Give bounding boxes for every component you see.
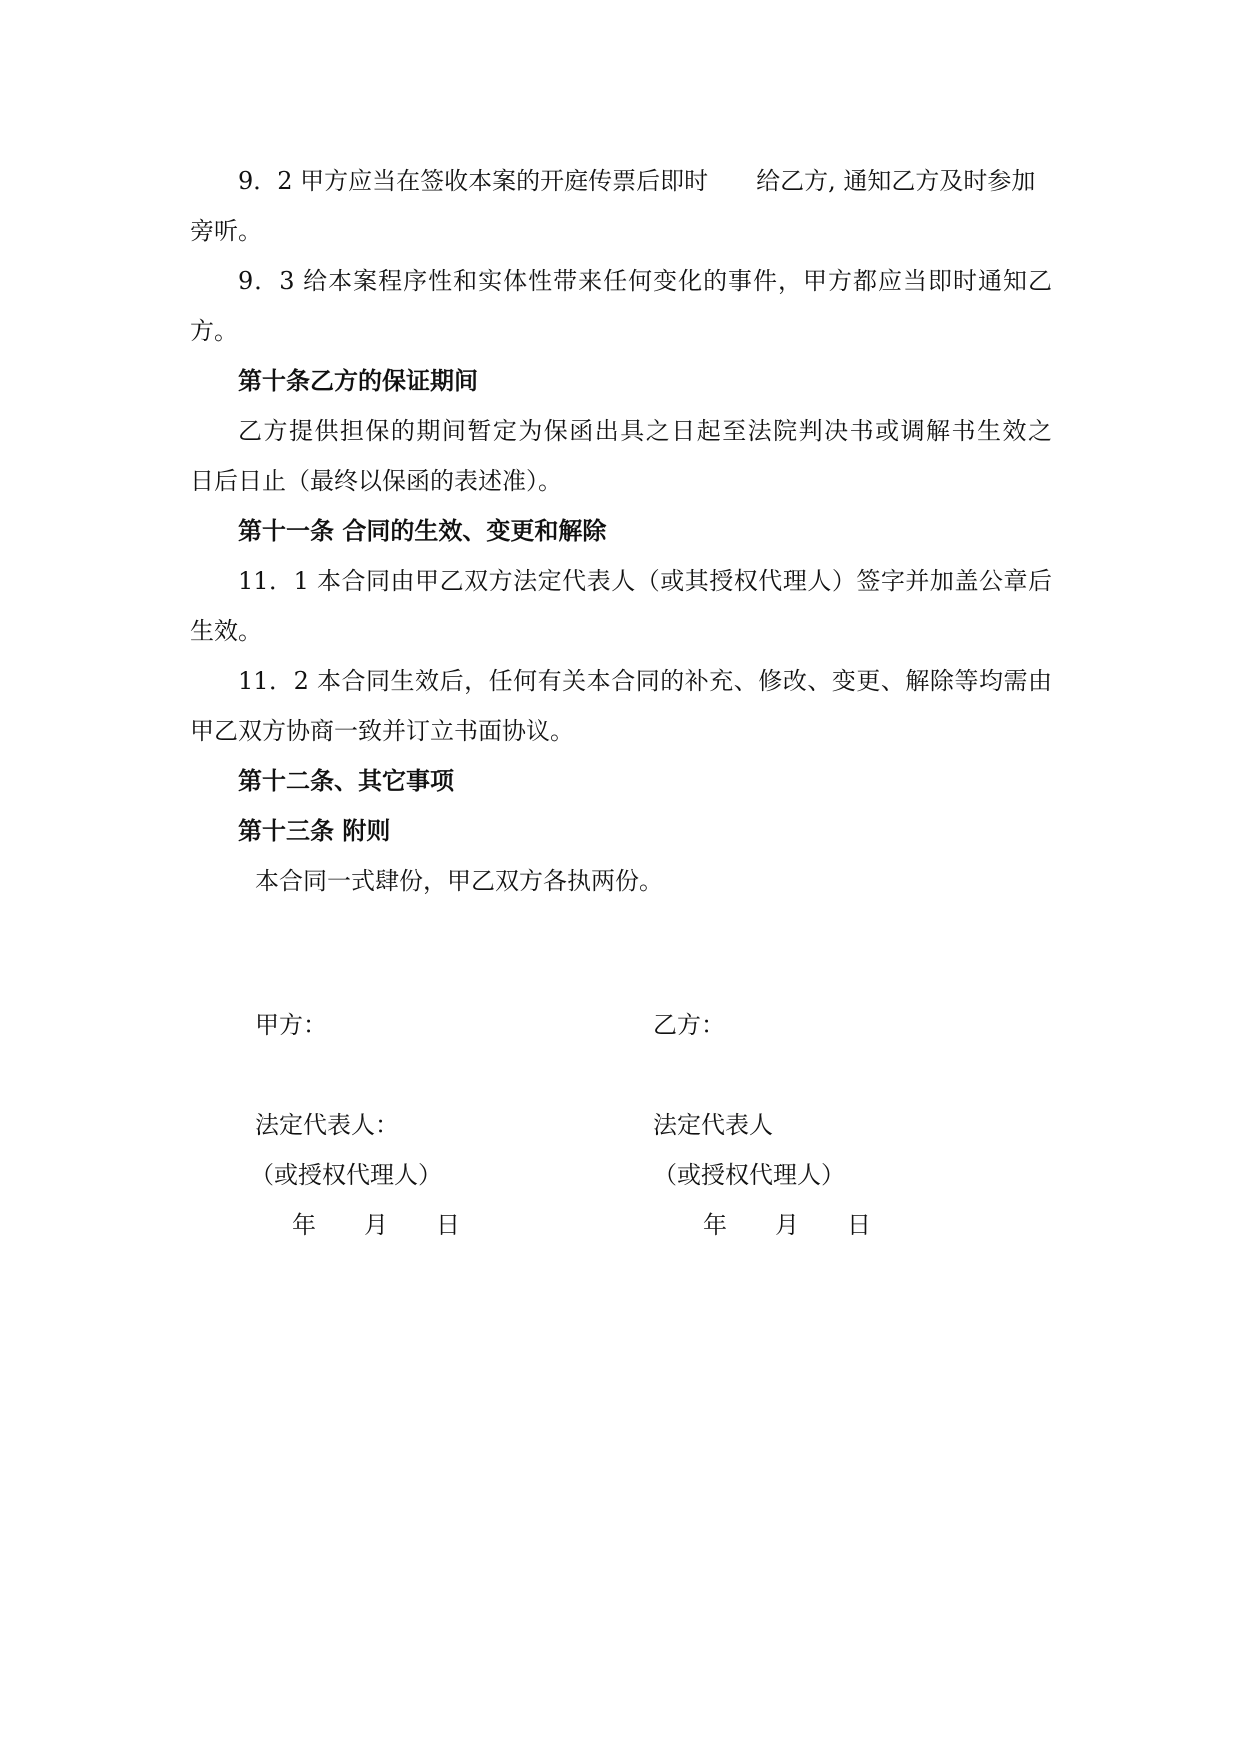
party-b-agent: （或授权代理人） xyxy=(653,1161,845,1189)
party-a-date: 年 月 日 xyxy=(292,1211,460,1239)
clause-11-1-line-1: 11．1 本合同由甲乙双方法定代表人（或其授权代理人）签字并加盖公章后 xyxy=(238,567,1052,595)
article-11-heading: 第十一条 合同的生效、变更和解除 xyxy=(238,516,607,545)
party-a-label: 甲方： xyxy=(255,1011,327,1039)
article-13-heading: 第十三条 附则 xyxy=(238,816,391,845)
clause-11-2-line-1: 11．2 本合同生效后，任何有关本合同的补充、修改、变更、解除等均需由 xyxy=(238,667,1052,695)
party-a-agent: （或授权代理人） xyxy=(250,1161,442,1189)
clause-11-1-line-2: 生效。 xyxy=(190,617,262,645)
article-10-line-2: 日后日止（最终以保函的表述准）。 xyxy=(190,467,562,495)
article-13-line-1: 本合同一式肆份，甲乙双方各执两份。 xyxy=(255,867,663,895)
article-10-line-1: 乙方提供担保的期间暂定为保函出具之日起至法院判决书或调解书生效之 xyxy=(238,417,1052,445)
clause-9-2-line-2: 旁听。 xyxy=(190,217,262,245)
clause-9-3-line-1: 9．3 给本案程序性和实体性带来任何变化的事件，甲方都应当即时通知乙 xyxy=(238,267,1052,295)
clause-11-2-line-2: 甲乙双方协商一致并订立书面协议。 xyxy=(190,717,574,745)
party-b-date: 年 月 日 xyxy=(703,1211,871,1239)
party-b-legal-rep: 法定代表人 xyxy=(653,1111,773,1139)
party-b-label: 乙方： xyxy=(653,1011,725,1039)
party-a-legal-rep: 法定代表人： xyxy=(255,1111,399,1139)
article-10-heading: 第十条乙方的保证期间 xyxy=(238,366,478,395)
clause-9-3-line-2: 方。 xyxy=(190,317,238,345)
article-12-heading: 第十二条、其它事项 xyxy=(238,766,454,795)
clause-9-2-line-1: 9．2 甲方应当在签收本案的开庭传票后即时 给乙方, 通知乙方及时参加 xyxy=(238,167,1036,195)
